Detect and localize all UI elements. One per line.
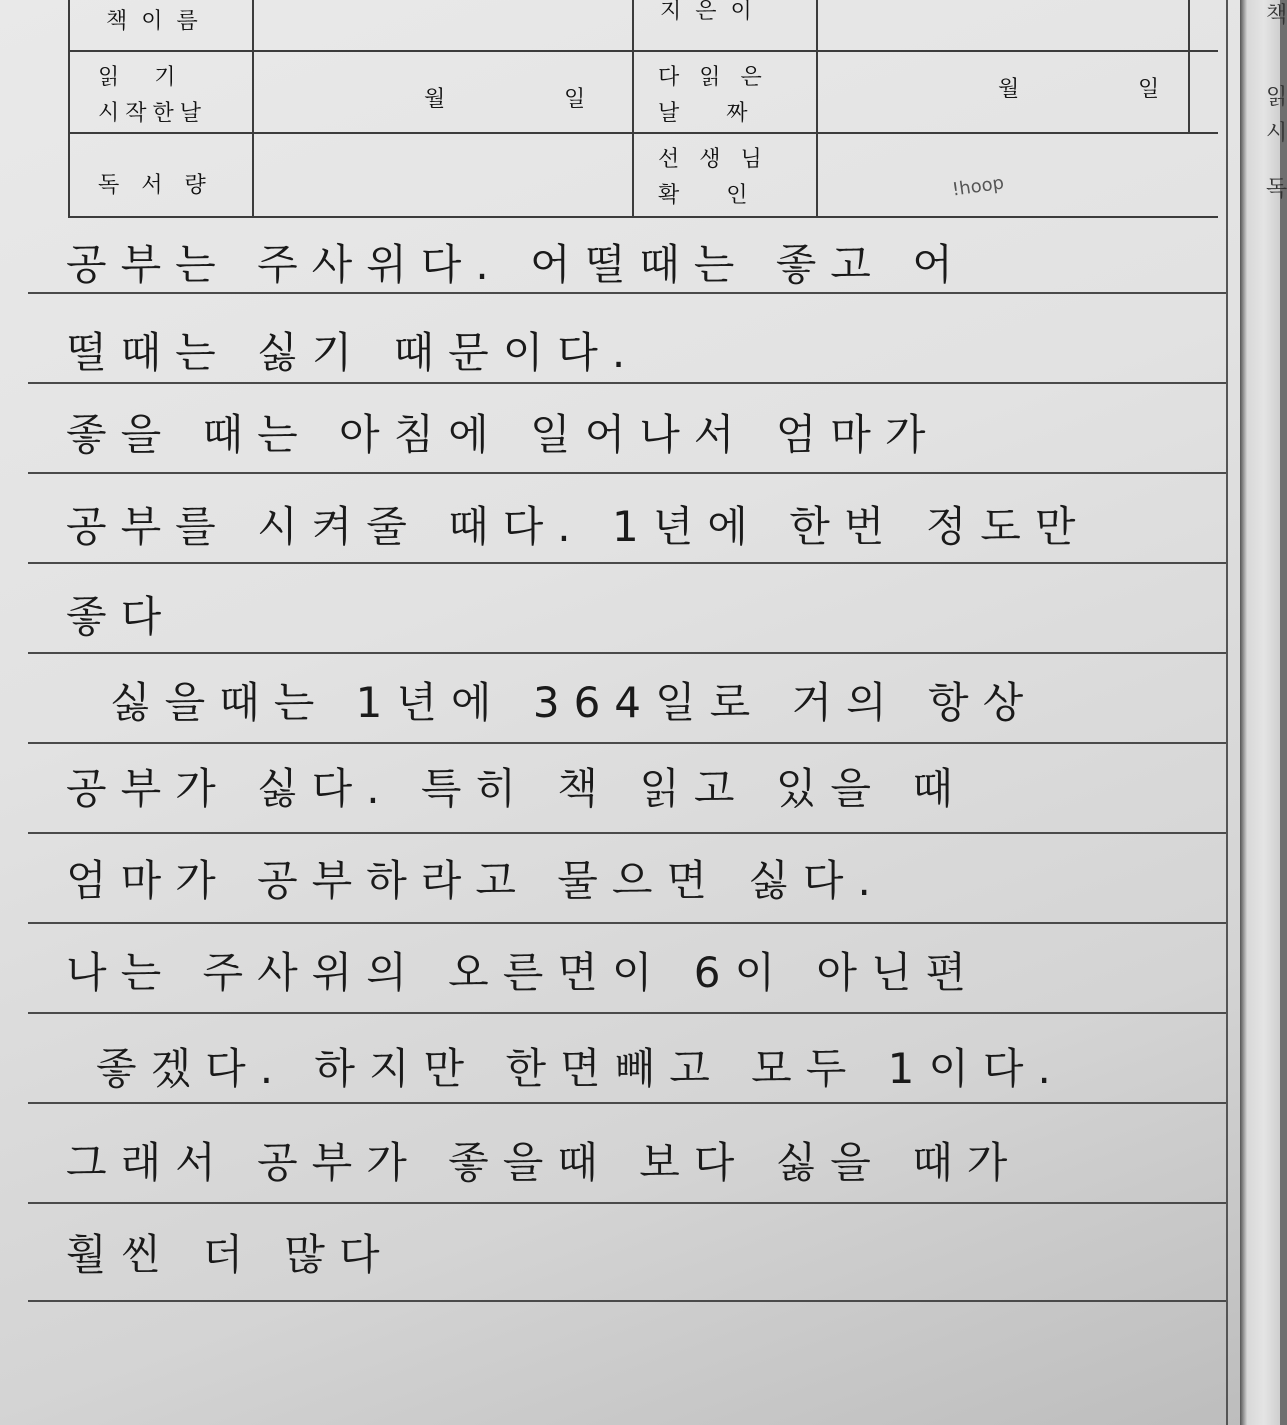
reading-log-header xyxy=(40,0,1225,218)
start-month: 월 xyxy=(424,87,446,112)
finish-date-label-line1: 다읽은 xyxy=(658,65,782,90)
reading-amount-label: 독서량 xyxy=(98,173,228,198)
handwriting-line: 싫을때는 1년에 364일로 거의 항상 xyxy=(110,678,1038,727)
start-day: 일 xyxy=(564,87,586,112)
edge-char: 시 xyxy=(1266,121,1287,146)
edge-char: 독 xyxy=(1266,177,1287,202)
handwriting-line: 떨때는 싫기 때문이다. xyxy=(66,328,640,377)
edge-char: 책 xyxy=(1266,3,1287,28)
author-label: 지은이 xyxy=(660,0,766,24)
handwriting-line: 공부는 주사위다. 어떨때는 좋고 어 xyxy=(66,240,967,289)
handwriting-line: 훨씬 더 많다 xyxy=(66,1230,394,1279)
teacher-check-label xyxy=(658,142,782,214)
handwriting-line: 엄마가 공부하라고 물으면 싫다. xyxy=(66,856,885,905)
start-date-label-line1: 읽 기 xyxy=(98,65,190,90)
teacher-check-label-line2: 확 인 xyxy=(658,183,768,208)
teacher-check-label-line1: 선생님 xyxy=(658,147,782,172)
finish-date-label-line2: 날 짜 xyxy=(658,101,768,126)
handwriting-line: 좋겠다. 하지만 한면빼고 모두 1이다. xyxy=(96,1044,1065,1093)
start-date-label xyxy=(98,60,207,132)
handwriting-line: 공부가 싫다. 특히 책 읽고 있을 때 xyxy=(66,764,967,813)
handwriting-line: 공부를 시켜줄 때다. 1년에 한번 정도만 xyxy=(66,502,1090,551)
finish-day: 일 xyxy=(1138,77,1160,102)
edge-char: 읽 xyxy=(1266,85,1287,110)
handwriting-line: 좋을 때는 아침에 일어나서 엄마가 xyxy=(66,410,940,459)
book-title-label: 책이름 xyxy=(106,9,212,34)
handwriting-line: 나는 주사위의 오른면이 6이 아닌편 xyxy=(66,948,981,997)
adjacent-page-edge xyxy=(1240,0,1287,1425)
start-date-label-line2: 시작한날 xyxy=(98,101,208,126)
handwriting-line: 그래서 공부가 좋을때 보다 싫을 때가 xyxy=(66,1138,1022,1187)
teacher-check-mark: !hoop xyxy=(950,172,1006,201)
handwriting-line: 좋다 xyxy=(66,592,176,641)
page-binding-line xyxy=(1226,0,1228,1425)
finish-month: 월 xyxy=(998,77,1020,102)
finish-date-label xyxy=(658,60,782,132)
